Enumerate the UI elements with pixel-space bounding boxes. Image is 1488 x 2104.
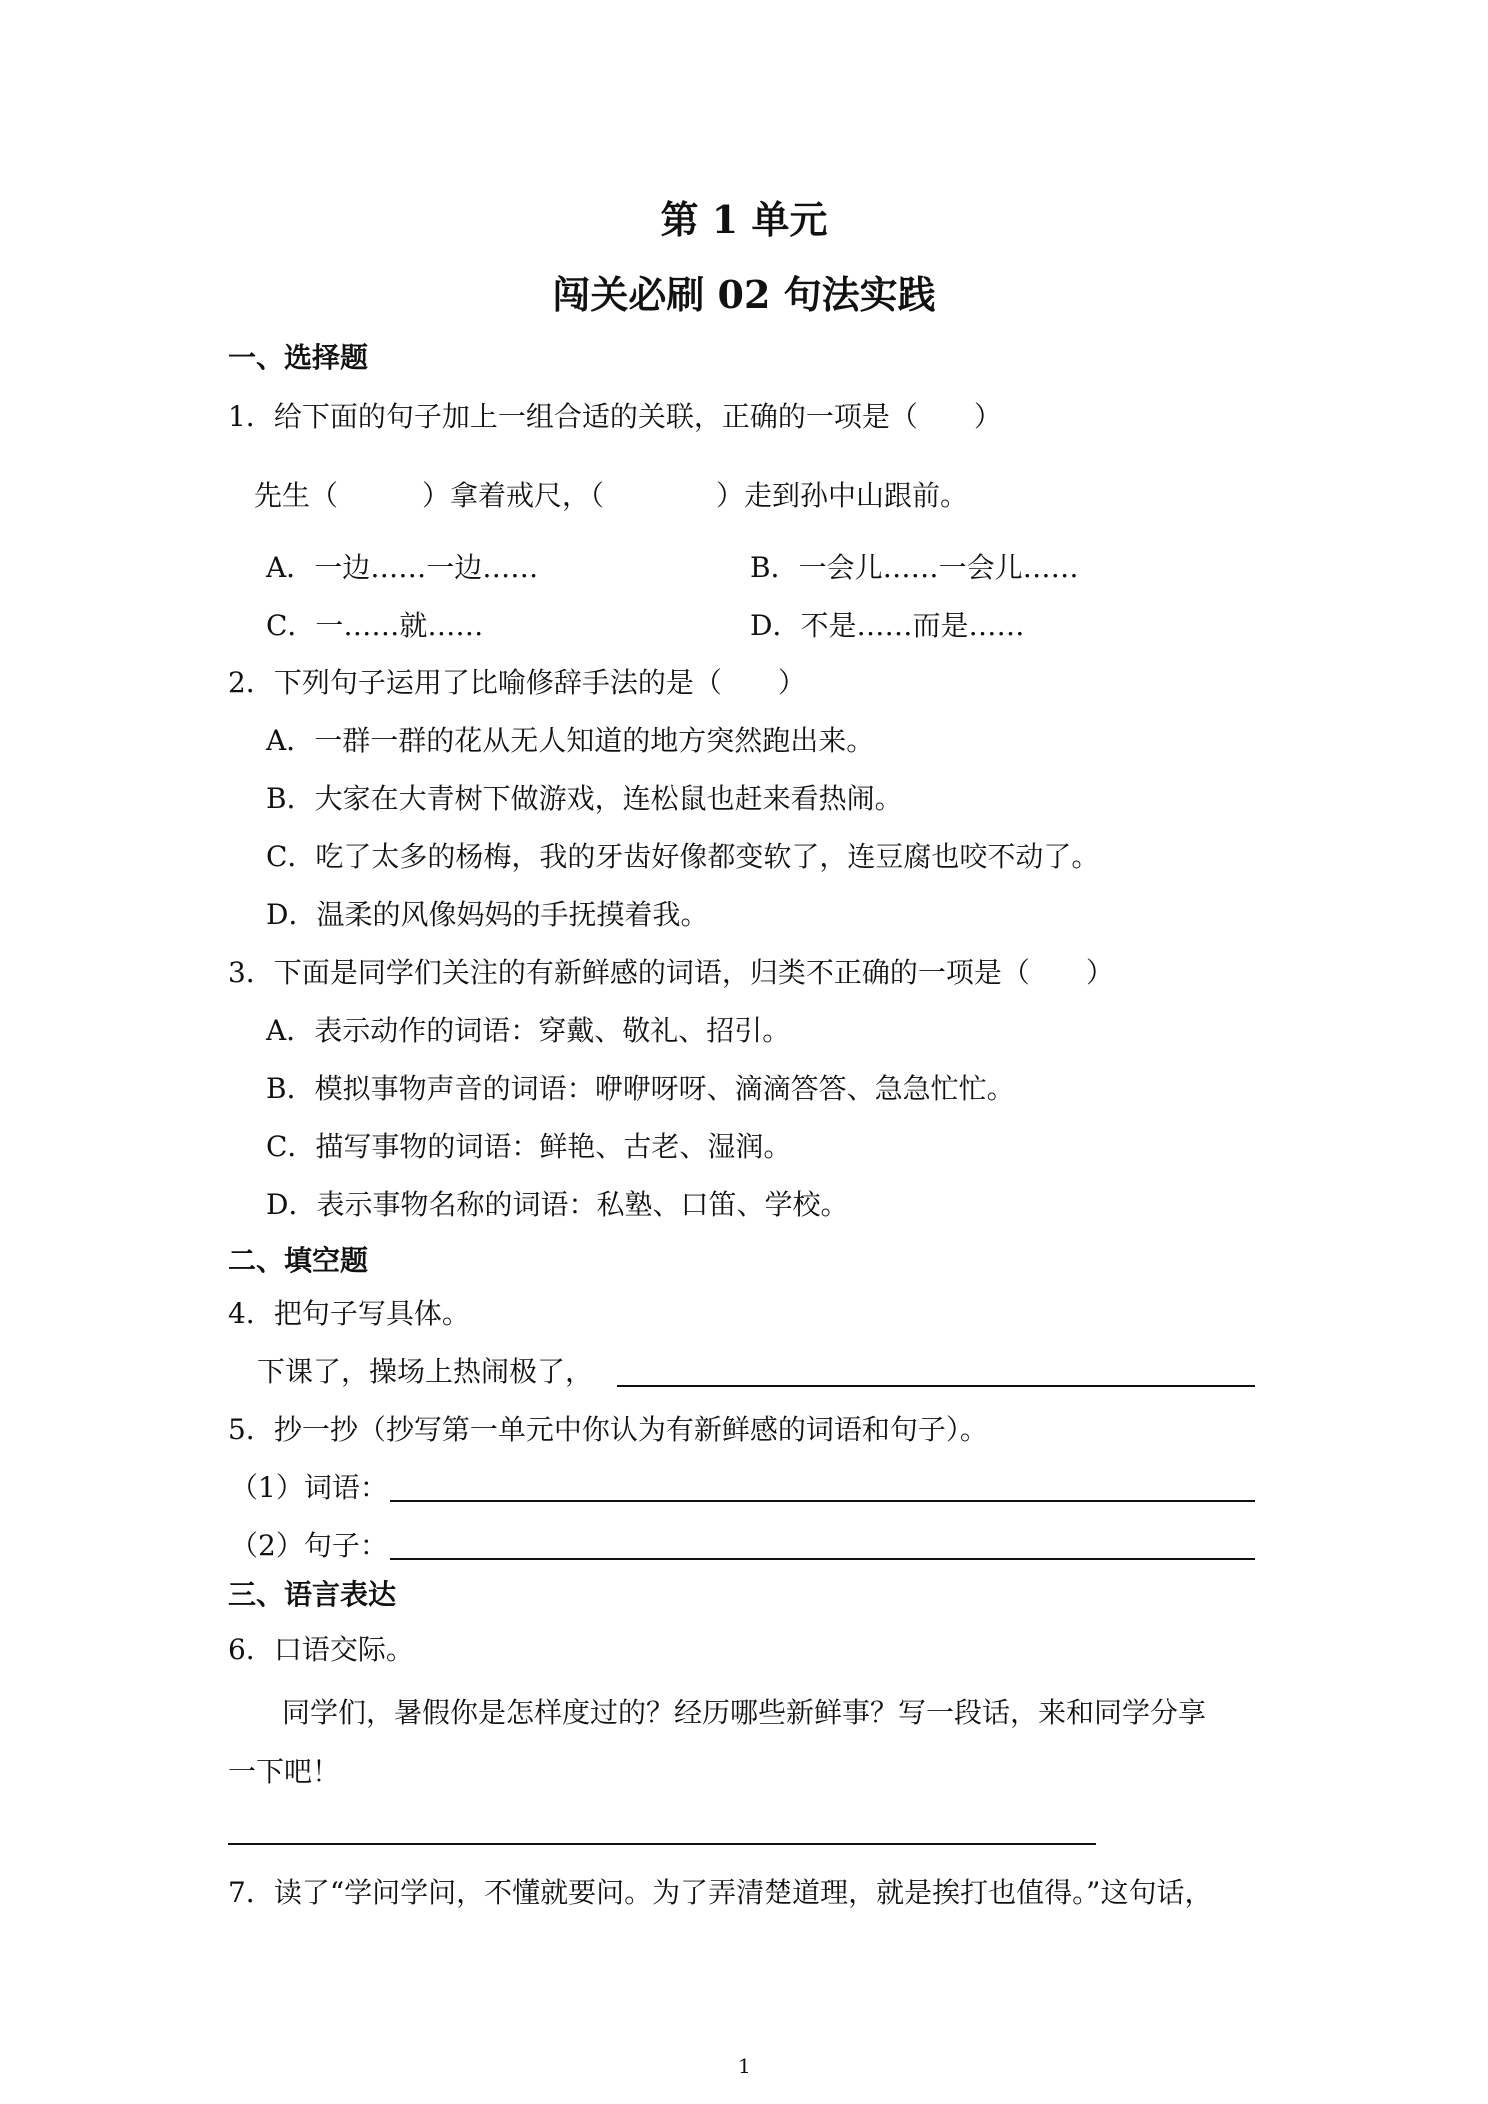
question-5-words-line[interactable]: [390, 1500, 1255, 1502]
question-2-option-c: C．吃了太多的杨梅，我的牙齿好像都变软了，连豆腐也咬不动了。: [266, 840, 1100, 873]
question-5-sentence-label: （2）句子：: [230, 1529, 388, 1562]
question-5-stem: 5．抄一抄（抄写第一单元中你认为有新鲜感的词语和句子）。: [228, 1413, 988, 1446]
page-title: 闯关必刷 02 句法实践: [552, 272, 936, 317]
page-number: 1: [738, 2054, 751, 2078]
question-6-text-line-2: 一下吧！: [228, 1755, 341, 1788]
question-1-stem: 1．给下面的句子加上一组合适的关联，正确的一项是（ ）: [228, 400, 1002, 433]
question-5-words-label: （1）词语：: [230, 1471, 388, 1504]
section-heading-choice: 一、选择题: [228, 341, 369, 374]
question-4-answer-line[interactable]: [617, 1385, 1255, 1387]
question-4-stem: 4．把句子写具体。: [228, 1297, 470, 1330]
question-1-option-a: A．一边……一边……: [266, 551, 539, 584]
question-6-answer-line[interactable]: [228, 1843, 1096, 1845]
section-heading-fill: 二、填空题: [228, 1244, 369, 1277]
unit-heading: 第 1 单元: [660, 197, 828, 242]
question-5-sentence-line[interactable]: [390, 1558, 1255, 1560]
question-6-text-line-1: 同学们，暑假你是怎样度过的？经历哪些新鲜事？写一段话，来和同学分享: [282, 1696, 1207, 1729]
question-3-stem: 3．下面是同学们关注的有新鲜感的词语，归类不正确的一项是（ ）: [228, 956, 1114, 989]
section-heading-expression: 三、语言表达: [228, 1578, 397, 1611]
question-1-option-d: D．不是……而是……: [750, 609, 1025, 642]
question-2-stem: 2．下列句子运用了比喻修辞手法的是（ ）: [228, 666, 806, 699]
question-2-option-a: A．一群一群的花从无人知道的地方突然跑出来。: [266, 724, 875, 757]
question-3-option-d: D．表示事物名称的词语：私塾、口笛、学校。: [266, 1188, 849, 1221]
question-3-option-a: A．表示动作的词语：穿戴、敬礼、招引。: [266, 1014, 791, 1047]
question-2-option-d: D．温柔的风像妈妈的手抚摸着我。: [266, 898, 709, 931]
question-6-stem: 6．口语交际。: [228, 1633, 414, 1666]
question-1-option-c: C．一……就……: [266, 609, 484, 642]
question-3-option-c: C．描写事物的词语：鲜艳、古老、湿润。: [266, 1130, 792, 1163]
question-7-stem: 7．读了“学问学问，不懂就要问。为了弄清楚道理，就是挨打也值得。”这句话，: [228, 1876, 1213, 1909]
question-1-sentence: 先生（ ）拿着戒尺，（ ）走到孙中山跟前。: [254, 479, 969, 512]
question-4-prompt: 下课了，操场上热闹极了，: [257, 1355, 594, 1388]
question-3-option-b: B．模拟事物声音的词语：咿咿呀呀、滴滴答答、急急忙忙。: [266, 1072, 1015, 1105]
question-1-option-b: B．一会儿……一会儿……: [750, 551, 1079, 584]
question-2-option-b: B．大家在大青树下做游戏，连松鼠也赶来看热闹。: [266, 782, 903, 815]
